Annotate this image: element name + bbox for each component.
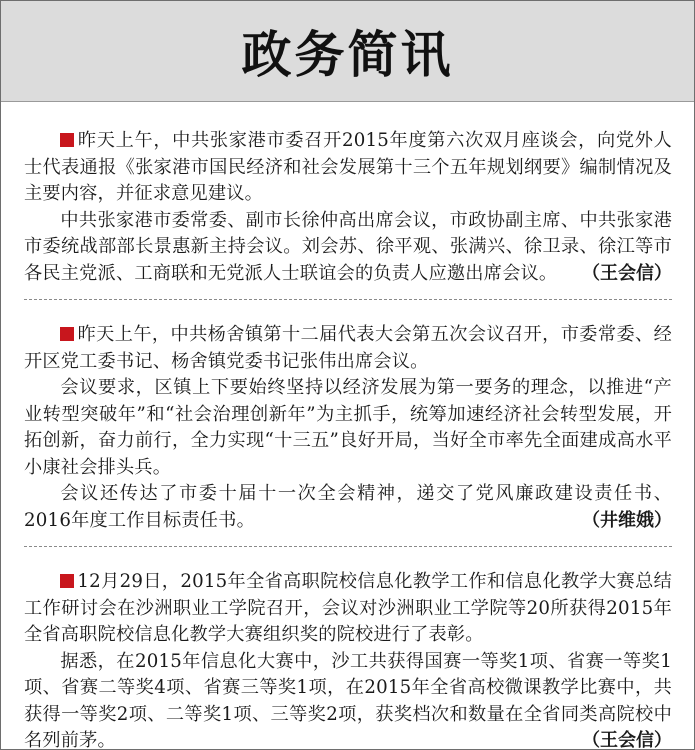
news-item-3	[24, 547, 672, 750]
page-title: 政务简讯	[241, 26, 454, 84]
news-paragraph: 昨天上午，中共杨舍镇第十二届代表大会第五次会议召开，市委常委、经开区党工委书记、杨舍镇党委书记张伟出席会议。	[24, 324, 672, 372]
red-square-marker-icon	[60, 574, 74, 588]
news-paragraph: 会议还传达了市委十届十一次全会精神，递交了党风廉政建设责任书、2016年度工作目标责任书。	[24, 483, 672, 531]
byline: （王会信）	[574, 728, 672, 750]
red-square-marker-icon	[60, 133, 74, 147]
news-paragraph: 中共张家港市委常委、副市长徐仲高出席会议，市政协副主席、中共张家港市委统战部部长景惠新主持会议。刘会苏、徐平观、张满兴、徐卫录、徐江等市各民主党派、工商联和无党派人士联谊会的负责人应邀出席会议。	[24, 209, 672, 284]
news-paragraph: 12月29日，2015年全省高职院校信息化教学工作和信息化教学大赛总结工作研讨会在沙洲职业工学院召开，会议对沙洲职业工学院等20所获得2015年全省高职院校信息化教学大赛组织奖的院校进行了表彰。	[24, 571, 672, 645]
news-content	[1, 102, 694, 750]
header-banner	[1, 1, 694, 102]
news-item-2	[24, 300, 672, 547]
news-paragraph: 会议要求，区镇上下要始终坚持以经济发展为第一要务的理念，以推进“产业转型突破年”和“社会治理创新年”为主抓手，统筹加速经济社会转型发展，开拓创新，奋力前行，全力实现“十三五”良好开局，当好全市率先全面建成高水平小康社会排头兵。	[24, 377, 672, 478]
news-paragraph: 昨天上午，中共张家港市委召开2015年度第六次双月座谈会，向党外人士代表通报《张家港市国民经济和社会发展第十三个五年规划纲要》编制情况及主要内容，并征求意见建议。	[24, 130, 672, 204]
byline: （王会信）	[574, 261, 672, 288]
news-paragraph: 据悉，在2015年信息化大赛中，沙工共获得国赛一等奖1项、省赛一等奖1项、省赛二等奖4项、省赛三等奖1项，在2015年全省高校微课教学比赛中，共获得一等奖2项、二等奖1项、三等奖2项，获奖档次和数量在全省同类高院校中名列前茅。	[24, 650, 672, 750]
news-item-1	[24, 102, 672, 300]
red-square-marker-icon	[60, 327, 74, 341]
byline: （井维娥）	[574, 508, 672, 535]
